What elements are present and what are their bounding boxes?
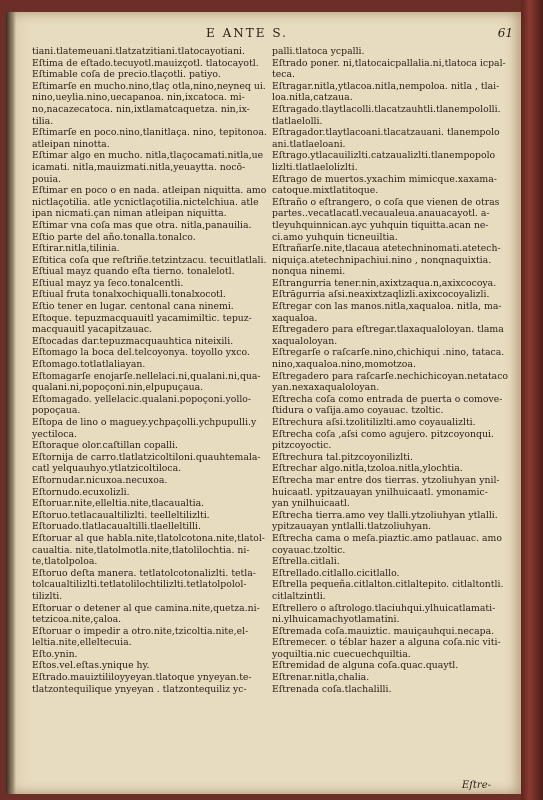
dictionary-line: Eſtrellado.citlallo.cicitlallo. bbox=[272, 567, 400, 579]
dictionary-line: Eſtremada coſa.mauiztic. mauiçauhqui.necapa. bbox=[272, 625, 495, 637]
dictionary-line: nino,ueylia.nino,uecapanoa. nin,ixcatoca. mi- bbox=[32, 92, 245, 104]
dictionary-line: Eſtomagado. yellelacic.qualani.popoçoni.yollo- bbox=[32, 393, 252, 405]
book-page bbox=[6, 12, 521, 794]
dictionary-line: Eſtocadas dar.tepuzmacquauhtica niteixili. bbox=[32, 335, 234, 347]
dictionary-line: pitzcoyoctic. bbox=[272, 440, 332, 452]
dictionary-line: yectiloca. bbox=[32, 428, 77, 440]
dictionary-line: Eſtirar.nitla,tilinia. bbox=[32, 243, 120, 255]
dictionary-line: atleipan ninotta. bbox=[32, 138, 110, 150]
dictionary-line: Eſtrenar.nitla,chalia. bbox=[272, 672, 370, 684]
dictionary-line: Eſtoraque olor.caſtillan copalli. bbox=[32, 440, 178, 452]
dictionary-line: niquiça.atetechnipachiui.nino , nonqnaquixtia. bbox=[272, 254, 492, 266]
dictionary-line: Eſtregadero para raſcarſe.nechichicoyan.netataco bbox=[272, 370, 509, 382]
dictionary-line: Eſtiual mayz quando eſta tierno. tonalelotl. bbox=[32, 266, 235, 278]
dictionary-line: Eſtimar en poco o en nada. atleipan niquitta. amo bbox=[32, 185, 267, 197]
dictionary-line: Eſtimable coſa de precio.tlaçotli. patiyo. bbox=[32, 69, 221, 81]
dictionary-line: caualtia. nite,tlatolmotla.nite,tlatolilochtia. ni- bbox=[32, 544, 250, 556]
dictionary-line: Eſtremidad de alguna coſa.quac.quaytl. bbox=[272, 660, 459, 672]
dictionary-line: Eſtrecha coſa ,aſsi como agujero. pitzcoyonqui. bbox=[272, 428, 494, 440]
dictionary-line: Eſtiual mayz ya ſeco.tonalcentli. bbox=[32, 277, 184, 289]
dictionary-line: tilizlti. bbox=[32, 590, 63, 602]
dictionary-line: nictlaçotilia. atle ycnictlaçotilia.nictelchiua. atle bbox=[32, 196, 259, 208]
dictionary-line: pouia. bbox=[32, 173, 62, 185]
dictionary-line: tlatzontequilique ynyeyan . tlatzontequiliz yc- bbox=[32, 683, 247, 695]
dictionary-line: no,nacazecatoca. nin,ixtlamatcaquetza. nin,ix- bbox=[32, 103, 250, 115]
dictionary-line: tiani.tlatemeuani.tlatzatzitiani.tlatocayotiani. bbox=[32, 46, 245, 57]
dictionary-line: Eſtregadero para eſtregar.tlaxaqualoloyan. tlama bbox=[272, 324, 504, 336]
dictionary-line: Eſtoruar.nite,elleltia.nite,tlacaualtia. bbox=[32, 498, 205, 510]
dictionary-line: Eſtrado poner. ni,tlatocaicpallalia.ni,tlatoca icpal- bbox=[272, 57, 506, 69]
dictionary-line: Eſtrenada coſa.tlachalilli. bbox=[272, 683, 392, 695]
page-gutter bbox=[6, 12, 16, 794]
dictionary-line: Eſtrechura tal.pitzcoyonilizlti. bbox=[272, 451, 413, 463]
dictionary-line: Eſtornudo.ecuxolizli. bbox=[32, 486, 130, 498]
dictionary-line: Eſtremecer. o téblar hazer a alguna coſa.nic viti- bbox=[272, 637, 501, 649]
catchword: Eſtre- bbox=[461, 780, 491, 791]
dictionary-line: ci.amo yuhquin ticneuiltia. bbox=[272, 231, 398, 243]
dictionary-line: partes..vecatlacatl.vecaualeua.anauacayotl. a- bbox=[272, 208, 490, 220]
dictionary-line: Eſtima de eſtado.tecuyotl.mauizçotl. tlatocayotl. bbox=[32, 57, 259, 69]
dictionary-line: Eſtregarſe o raſcarſe.nino,chichiqui .nino, tataca. bbox=[272, 347, 505, 359]
dictionary-line: Eſtornija de carro.tlatlatzicoltiloni.quauhtemala- bbox=[32, 451, 261, 463]
dictionary-line: ipan nicmati.çan niman atleipan niquitta. bbox=[32, 208, 227, 220]
dictionary-line: Eſtragado.tlaytlacolli.tlacatzauhtli.tlanempololli. bbox=[272, 103, 501, 115]
dictionary-line: Eſtos.vel.eſtas.ynique hy. bbox=[32, 660, 150, 672]
dictionary-line: tolcaualtilizlti.tetlatolilochtilizlti.tetlatolpolol- bbox=[32, 579, 247, 591]
dictionary-line: Eſtrechar algo.nitla,tzoloa.nitla,ylochtia. bbox=[272, 463, 463, 475]
dictionary-line: Eſtomago.totlatlaliayan. bbox=[32, 359, 146, 371]
dictionary-line: Eſtoruar al que habla.nite,tlatolcotona.nite,tlatol- bbox=[32, 532, 265, 544]
dictionary-line: yoquiltia.nic cuecuechquiltia. bbox=[272, 648, 411, 660]
dictionary-line: Eſtrecha cama o meſa.piaztic.amo patlauac. amo bbox=[272, 532, 502, 544]
dictionary-line: Eſtregar con las manos.nitla,xaqualoa. nitla, ma- bbox=[272, 301, 502, 313]
dictionary-line: Eſtrañarſe.nite,tlacaua atetechninomati.atetech- bbox=[272, 243, 501, 255]
dictionary-line: Eſtrella pequeña.citlalton.citlaltepito. citlaltontli. bbox=[272, 579, 504, 591]
dictionary-line: catoque.mixtlatitoque. bbox=[272, 185, 379, 197]
dictionary-line: nonqua ninemi. bbox=[272, 266, 346, 278]
dictionary-line: Eſtragador.tlaytlacoani.tlacatzauani. tlanempolo bbox=[272, 127, 500, 139]
dictionary-line: nino,xaqualoa.nino,momotzoa. bbox=[272, 359, 416, 371]
dictionary-line: Eſtimar vna coſa mas que otra. nitla,panauilia. bbox=[32, 219, 252, 231]
dictionary-line: Eſtrecha mar entre dos tierras. ytzoliuhyan ynil- bbox=[272, 474, 500, 486]
dictionary-line: tetzicoa.nite,çaloa. bbox=[32, 614, 122, 626]
dictionary-line: ani.tlatlaeloani. bbox=[272, 138, 346, 150]
dictionary-line: citlaltzintli. bbox=[272, 590, 326, 602]
dictionary-line: Eſtrago de muertos.yxachim mimicque.xaxama- bbox=[272, 173, 497, 185]
dictionary-line: Eſtoque. tepuzmacquauitl yacamimiltic. tepuz- bbox=[32, 312, 252, 324]
dictionary-line: Eſtimarſe en poco.nino,tlanitlaça. nino, tepitonoa. bbox=[32, 127, 267, 139]
dictionary-line: Eſtragar.nitla,ytlacoa.nitla,nempoloa. nitla , tlai- bbox=[272, 80, 500, 92]
dictionary-line: macquauitl yacapitzauac. bbox=[32, 324, 153, 336]
dictionary-line: yan ynilhuicaatl. bbox=[272, 498, 350, 510]
right-column bbox=[272, 46, 512, 695]
dictionary-line: Eſtrecha coſa como entrada de puerta o comove- bbox=[272, 393, 503, 405]
dictionary-line: Eſtiual fruta tonalxochiqualli.tonalxocotl. bbox=[32, 289, 226, 301]
dictionary-line: Eſtrado.mauiztililoyyeyan.tlatoque ynyeyan.te- bbox=[32, 672, 252, 684]
dictionary-line: leltia.nite,elleltecuia. bbox=[32, 637, 132, 649]
dictionary-line: Eſtrāgurria aſsi.neaxixtzaqlizli.axixcocoyalizli. bbox=[272, 289, 490, 301]
dictionary-line: tleyuhquinnican.ayc yuhquin tiquitta.acan ne- bbox=[272, 219, 489, 231]
dictionary-line: Eſtimarſe en mucho.nino,tlaç otla,nino,neyneq ui. bbox=[32, 80, 266, 92]
dictionary-line: ſtidura o vaſija.amo coyauac. tzoltic. bbox=[272, 405, 444, 417]
dictionary-line: Eſtitica coſa que reſtriñe.tetzintzacu. tecuitlatlali. bbox=[32, 254, 267, 266]
dictionary-line: yan.nexaxaqualoloyan. bbox=[272, 382, 380, 394]
dictionary-line: Eſtoruo deſta manera. tetlatolcotonalizlti. tetla- bbox=[32, 567, 256, 579]
page-number: 61 bbox=[497, 26, 513, 40]
dictionary-line: tlatlaelolli. bbox=[272, 115, 323, 127]
dictionary-line: Eſtoruado.tlatlacaualtilli.tlaelleltilli. bbox=[32, 521, 201, 533]
dictionary-line: icamati. nitla,mauizmati.nitla,yeuaytta. nocō- bbox=[32, 161, 246, 173]
dictionary-line: coyauac.tzoltic. bbox=[272, 544, 346, 556]
dictionary-line: Eſtoruo.tetlacaualtilizlti. teelleltilizlti. bbox=[32, 509, 210, 521]
dictionary-line: loa.nitla,catzaua. bbox=[272, 92, 353, 104]
dictionary-line: Eſtoruar o impedir a otro.nite,tzicoltia.nite,el- bbox=[32, 625, 249, 637]
left-column bbox=[32, 46, 268, 695]
dictionary-line: xaqualoa. bbox=[272, 312, 318, 324]
dictionary-line: ni.ylhuicamachyotlamatini. bbox=[272, 614, 400, 626]
dictionary-line: Eſtio tener en lugar. centonal cana ninemi. bbox=[32, 301, 234, 313]
dictionary-line: Eſtrangurria tener.nin,axixtzaqua.n,axixcocoya. bbox=[272, 277, 497, 289]
dictionary-line: Eſtomagarſe enojarſe.nellelaci.ni,qualani.ni,qua- bbox=[32, 370, 261, 382]
dictionary-line: qualani.ni,popoçoni.nin,elpupuçaua. bbox=[32, 382, 204, 394]
dictionary-line: Eſtrellero o aſtrologo.tlaciuhqui.ylhuicatlamati- bbox=[272, 602, 496, 614]
dictionary-line: ypitzauayan yntlalli.tlatzoliuhyan. bbox=[272, 521, 432, 533]
dictionary-line: Eſtoruar o detener al que camina.nite,quetza.ni- bbox=[32, 602, 260, 614]
dictionary-line: teca. bbox=[272, 69, 295, 81]
dictionary-line: te,tlatolpoloa. bbox=[32, 556, 98, 568]
dictionary-line: huicaatl. ypitzauayan ynilhuicaatl. ymonamic- bbox=[272, 486, 488, 498]
dictionary-line: Eſtio parte del año.tonalla.tonalco. bbox=[32, 231, 196, 243]
book-fore-edge bbox=[521, 0, 543, 800]
dictionary-line: Eſtomago la boca del.telcoyonya. toyollo yxco. bbox=[32, 347, 250, 359]
dictionary-line: xaqualoloyan. bbox=[272, 335, 338, 347]
dictionary-line: Eſtrago.ytlacauilizlti.catzaualizlti.tlanempopolo bbox=[272, 150, 496, 162]
running-title: E ANTE S. bbox=[206, 26, 288, 40]
dictionary-line: Eſtrecha tierra.amo vey tlalli.ytzoliuhyan ytlalli. bbox=[272, 509, 498, 521]
dictionary-line: Eſtornudar.nicuxoa.necuxoa. bbox=[32, 474, 168, 486]
dictionary-line: Eſtimar algo en mucho. nitla,tlaçocamati.nitla,ue bbox=[32, 150, 264, 162]
dictionary-line: Eſtrella.citlali. bbox=[272, 556, 340, 568]
dictionary-line: lizlti.tlatlaelolizlti. bbox=[272, 161, 358, 173]
running-header bbox=[6, 26, 521, 42]
dictionary-line: palli.tlatoca ycpalli. bbox=[272, 46, 365, 57]
dictionary-line: tilia. bbox=[32, 115, 54, 127]
dictionary-line: Eſtopa de lino o maguey.ychpaçolli.ychpupulli.y bbox=[32, 417, 257, 428]
dictionary-line: Eſtraño o eſtrangero, o coſa que vienen de otras bbox=[272, 196, 500, 208]
dictionary-line: Eſto.ynin. bbox=[32, 648, 78, 660]
dictionary-line: Eſtrechura aſsi.tzolitilizlti.amo coyaualizlti. bbox=[272, 417, 476, 428]
dictionary-line: popoçaua. bbox=[32, 405, 81, 417]
dictionary-line: catl yelquauhyo.ytlatzicoltiloca. bbox=[32, 463, 182, 475]
